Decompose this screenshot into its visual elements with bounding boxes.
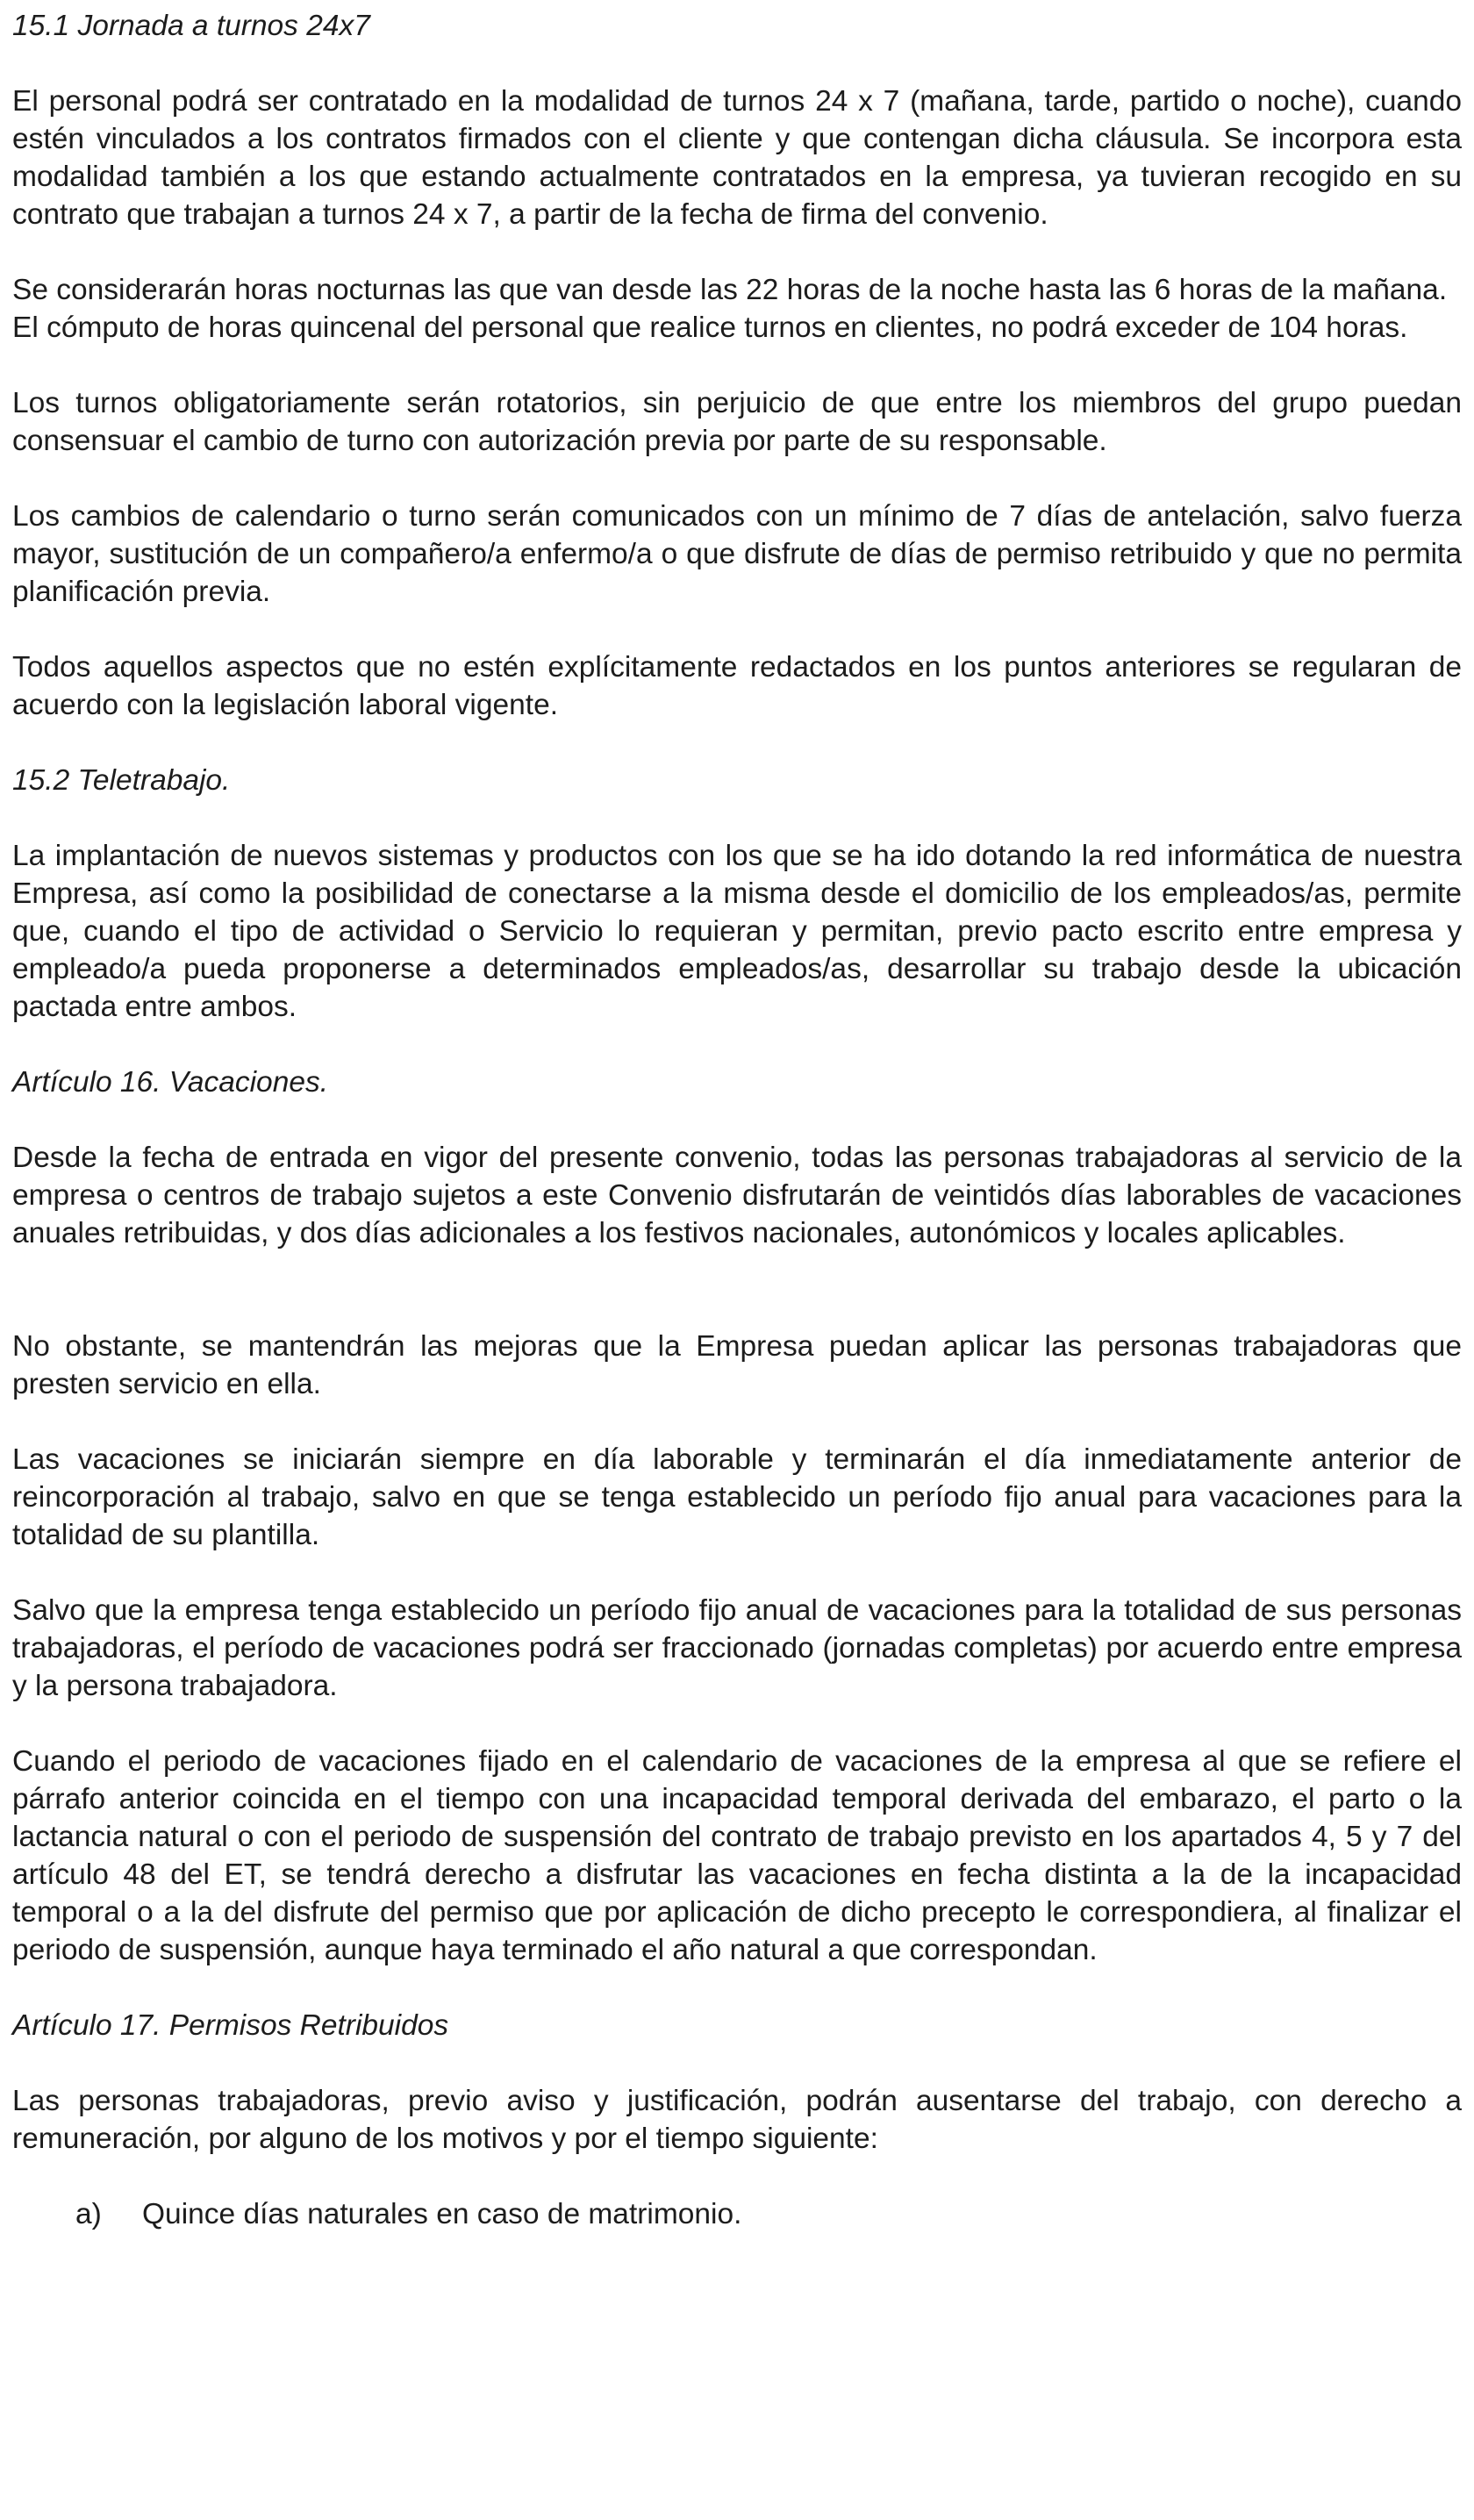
section-heading-15-1: 15.1 Jornada a turnos 24x7 xyxy=(12,10,370,42)
list-item-text: Quince días naturales en caso de matrimonio. xyxy=(142,2198,742,2230)
paragraph-inicio-vacaciones: Las vacaciones se iniciarán siempre en día laborable y terminarán el día inmediatamente anterior de reincorporación al trabajo, salvo en que se tenga establecido un período fijo anual para vacaciones para la totalidad de su plantilla. xyxy=(12,1443,1462,1551)
list-marker: a) xyxy=(75,2198,102,2230)
paragraph-mejoras: No obstante, se mantendrán las mejoras que la Empresa puedan aplicar las personas trabajadoras que presten servicio en ella. xyxy=(12,1330,1462,1400)
paragraph-incapacidad-temporal: Cuando el periodo de vacaciones fijado en el calendario de vacaciones de la empresa al que se refiere el párrafo anterior coincida en el tiempo con una incapacidad temporal derivada del embarazo, el parto o la lactancia natural o con el periodo de suspensión del contrato de trabajo previsto en los apartados 4, 5 y 7 del artículo 48 del ET, se tendrá derecho a disfrutar las vacaciones en fecha distinta a la de la incapacidad temporal o a la del disfrute del permiso que por aplicación de dicho precepto le correspondiera, al finalizar el periodo de suspensión, aunque haya terminado el año natural a que correspondan. xyxy=(12,1745,1462,1966)
document-page xyxy=(12,7,1462,2233)
paragraph-turnos-modalidad: El personal podrá ser contratado en la modalidad de turnos 24 x 7 (mañana, tarde, partido o noche), cuando estén vinculados a los contratos firmados con el cliente y que contengan dicha cláusula. Se incorpora esta modalidad también a los que estando actualmente contratados en la empresa, ya tuvieran recogido en su contrato que trabajan a turnos 24 x 7, a partir de la fecha de firma del convenio. xyxy=(12,85,1462,231)
paragraph-turnos-rotatorios: Los turnos obligatoriamente serán rotatorios, sin perjuicio de que entre los miembros del grupo puedan consensuar el cambio de turno con autorización previa por parte de su responsable. xyxy=(12,387,1462,457)
paragraph-permisos-intro: Las personas trabajadoras, previo aviso y justificación, podrán ausentarse del trabajo, con derecho a remuneración, por alguno de los motivos y por el tiempo siguiente: xyxy=(12,2085,1462,2155)
article-heading-17: Artículo 17. Permisos Retribuidos xyxy=(12,2009,449,2042)
paragraph-computo-horas: El cómputo de horas quincenal del personal que realice turnos en clientes, no podrá exceder de 104 horas. xyxy=(12,311,1408,344)
paragraph-teletrabajo: La implantación de nuevos sistemas y productos con los que se ha ido dotando la red informática de nuestra Empresa, así como la posibilidad de conectarse a la misma desde el domicilio de los empleados/as, permite que, cuando el tipo de actividad o Servicio lo requieran y permitan, previo pacto escrito entre empresa y empleado/a pueda proponerse a determinados empleados/as, desarrollar su trabajo desde la ubicación pactada entre ambos. xyxy=(12,840,1462,1023)
list-item-matrimonio xyxy=(12,2195,1462,2233)
section-heading-15-2: 15.2 Teletrabajo. xyxy=(12,764,231,797)
paragraph-horas-nocturnas: Se considerarán horas nocturnas las que van desde las 22 horas de la noche hasta las 6 horas de la mañana. xyxy=(12,274,1448,306)
paragraph-fraccionamiento: Salvo que la empresa tenga establecido un período fijo anual de vacaciones para la totalidad de sus personas trabajadoras, el período de vacaciones podrá ser fraccionado (jornadas completas) por acuerdo entre empresa y la persona trabajadora. xyxy=(12,1594,1462,1702)
paragraph-legislacion: Todos aquellos aspectos que no estén explícitamente redactados en los puntos anteriores se regularan de acuerdo con la legislación laboral vigente. xyxy=(12,651,1462,721)
article-heading-16: Artículo 16. Vacaciones. xyxy=(12,1066,329,1099)
paragraph-vacaciones-dias: Desde la fecha de entrada en vigor del presente convenio, todas las personas trabajadoras al servicio de la empresa o centros de trabajo sujetos a este Convenio disfrutarán de veintidós días laborables de vacaciones anuales retribuidas, y dos días adicionales a los festivos nacionales, autonómicos y locales aplicables. xyxy=(12,1142,1462,1249)
paragraph-cambios-calendario: Los cambios de calendario o turno serán comunicados con un mínimo de 7 días de antelación, salvo fuerza mayor, sustitución de un compañero/a enfermo/a o que disfrute de días de permiso retribuido y que no permita planificación previa. xyxy=(12,500,1462,608)
